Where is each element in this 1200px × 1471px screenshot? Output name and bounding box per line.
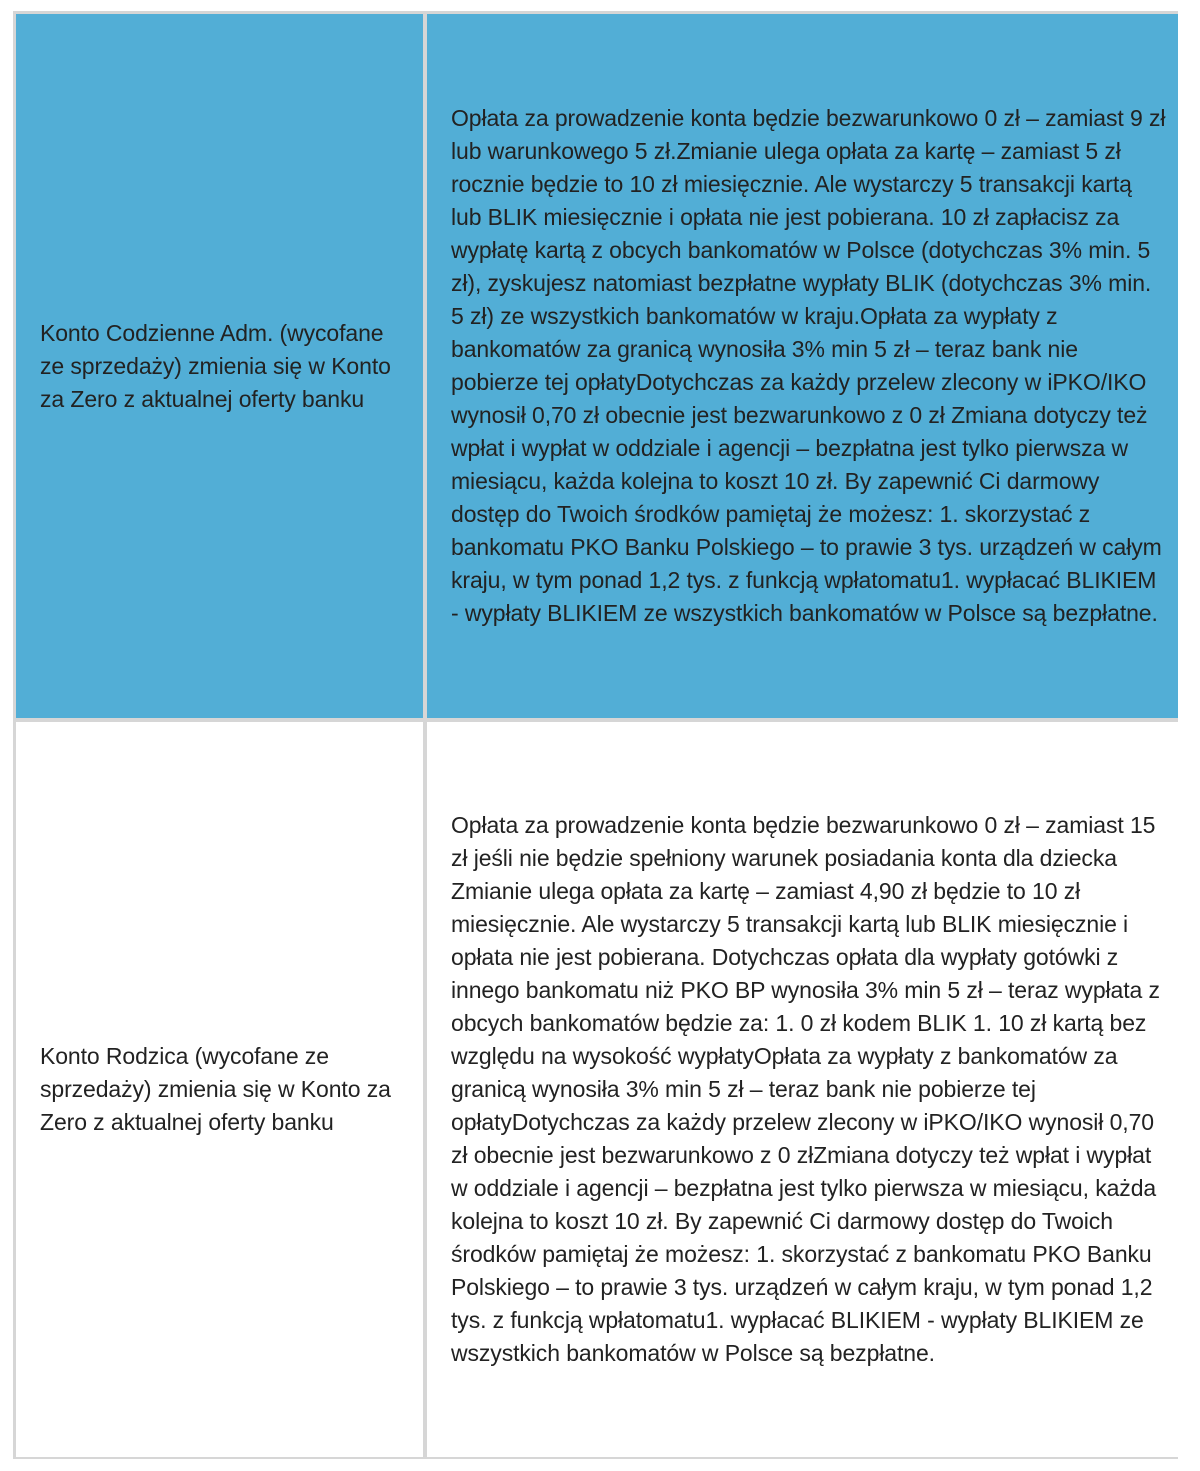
account-name: Konto Rodzica (wycofane ze sprzedaży) zmienia się w Konto za Zero z aktualnej oferty banku [40,1043,391,1135]
change-description: Opłata za prowadzenie konta będzie bezwarunkowo 0 zł – zamiast 9 zł lub warunkowego 5 zł.Zmianie ulega opłata za kartę – zamiast 5 zł rocznie będzie to 10 zł miesięcznie. Ale wystarczy 5 transakcji kartą lub BLIK miesięcznie i opłata nie jest pobierana. 10 zł zapłacisz za wypłatę kartą z obcych bankomatów w Polsce (dotychczas 3% min. 5 zł), zyskujesz natomiast bezpłatne wypłaty BLIK (dotychczas 3% min. 5 zł) ze wszystkich bankomatów w kraju.Opłata za wypłaty z bankomatów za granicą wynosiła 3% min 5 zł – teraz bank nie pobierze tej opłatyDotychczas za każdy przelew zlecony w iPKO/IKO wynosił 0,70 zł obecnie jest bezwarunkowo z 0 zł Zmiana dotyczy też wpłat i wypłat w oddziale i agencji – bezpłatna jest tylko pierwsza w miesiącu, każda kolejna to koszt 10 zł. By zapewnić Ci darmowy dostęp do Twoich środków pamiętaj że możesz: 1. skorzystać z bankomatu PKO Banku Polskiego – to prawie 3 tys. urządzeń w całym kraju, w tym ponad 1,2 tys. z funkcją wpłatomatu1. wypłacać BLIKIEM - wypłaty BLIKIEM ze wszystkich bankomatów w Polsce są bezpłatne. [451,105,1166,626]
change-description: Opłata za prowadzenie konta będzie bezwarunkowo 0 zł – zamiast 15 zł jeśli nie będzie spełniony warunek posiadania konta dla dziecka Zmianie ulega opłata za kartę – zamiast 4,90 zł będzie to 10 zł miesięcznie. Ale wystarczy 5 transakcji kartą lub BLIK miesięcznie i opłata nie jest pobierana. Dotychczas opłata dla wypłaty gotówki z innego bankomatu niż PKO BP wynosiła 3% min 5 zł – teraz wypłata z obcych bankomatów będzie za: 1. 0 zł kodem BLIK 1. 10 zł kartą bez względu na wysokość wypłatyOpłata za wypłaty z bankomatów za granicą wynosiła 3% min 5 zł – teraz bank nie pobierze tej opłatyDotychczas za każdy przelew zlecony w iPKO/IKO wynosił 0,70 zł obecnie jest bezwarunkowo z 0 złZmiana dotyczy też wpłat i wypłat w oddziale i agencji – bezpłatna jest tylko pierwsza w miesiącu, każda kolejna to koszt 10 zł. By zapewnić Ci darmowy dostęp do Twoich środków pamiętaj że możesz: 1. skorzystać z bankomatu PKO Banku Polskiego – to prawie 3 tys. urządzeń w całym kraju, w tym ponad 1,2 tys. z funkcją wpłatomatu1. wypłacać BLIKIEM - wypłaty BLIKIEM ze wszystkich bankomatów w Polsce są bezpłatne. [451,812,1160,1366]
account-changes-table [13,11,1178,1459]
account-name-cell [16,14,423,718]
account-name-cell [16,722,423,1457]
account-name: Konto Codzienne Adm. (wycofane ze sprzedaży) zmienia się w Konto za Zero z aktualnej oferty banku [40,319,391,412]
change-description-cell [427,722,1178,1457]
change-description-cell [427,14,1178,718]
